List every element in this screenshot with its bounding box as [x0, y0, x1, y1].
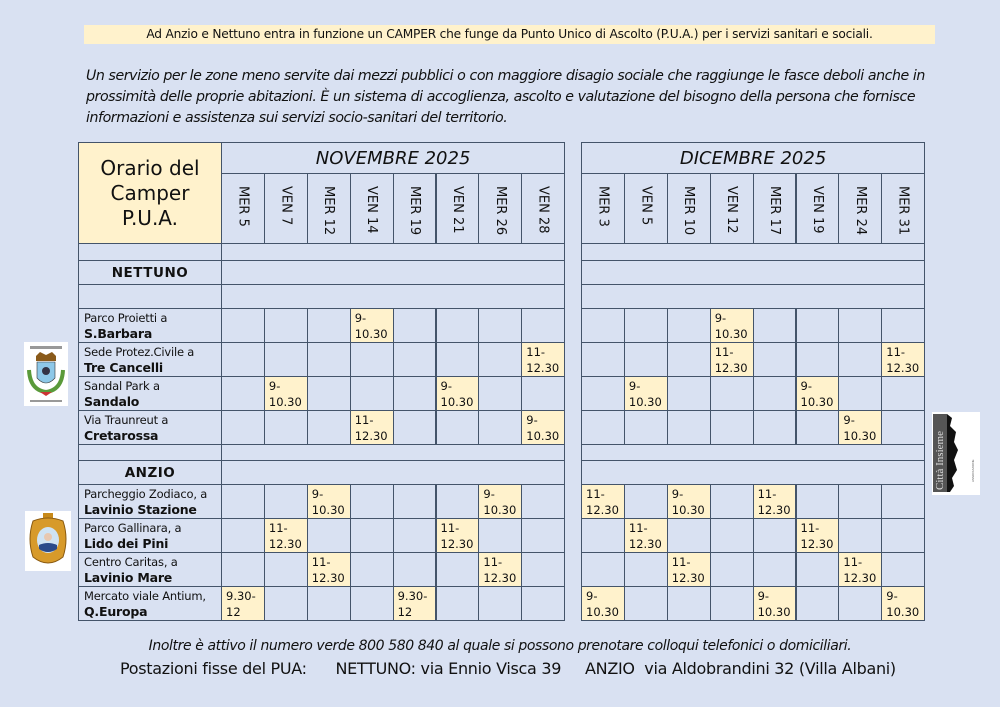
empty-slot — [838, 484, 882, 519]
empty-slot — [667, 342, 711, 377]
empty-slot — [478, 308, 522, 343]
empty-slot — [796, 308, 840, 343]
day-label: MER 24 — [852, 186, 868, 236]
day-label: MER 10 — [681, 186, 697, 236]
day-label: MER 12 — [321, 186, 337, 236]
day-header — [436, 173, 480, 244]
day-label: VEN 12 — [724, 186, 740, 234]
time-slot: 11- 12.30 — [710, 342, 754, 377]
time-slot: 11- 12.30 — [624, 518, 668, 553]
fixed-locations — [120, 659, 896, 678]
nettuno-address: NETTUNO: via Ennio Visca 39 — [335, 659, 562, 678]
day-label: VEN 14 — [364, 186, 380, 234]
empty-slot — [624, 410, 668, 445]
empty-slot — [581, 410, 625, 445]
time-slot: 9- 10.30 — [436, 376, 480, 411]
empty-slot — [264, 552, 308, 587]
empty-slot — [667, 410, 711, 445]
empty-slot — [667, 518, 711, 553]
day-label: VEN 19 — [809, 186, 825, 234]
empty-slot — [307, 376, 351, 411]
empty-slot — [264, 484, 308, 519]
day-header — [753, 173, 797, 244]
spacer-row — [78, 243, 222, 261]
empty-slot — [581, 552, 625, 587]
day-header — [521, 173, 565, 244]
empty-slot — [753, 342, 797, 377]
empty-slot — [838, 586, 882, 621]
empty-slot — [478, 376, 522, 411]
citta-insieme-text: Città Insieme — [934, 431, 946, 490]
empty-slot — [521, 376, 565, 411]
time-slot: 11- 12.30 — [350, 410, 394, 445]
empty-slot — [521, 586, 565, 621]
time-slot: 9.30- 12 — [393, 586, 437, 621]
empty-slot — [307, 308, 351, 343]
empty-slot — [838, 518, 882, 553]
time-slot: 11- 12.30 — [264, 518, 308, 553]
anzio-crest-icon — [25, 511, 71, 571]
empty-slot — [393, 376, 437, 411]
empty-slot — [264, 308, 308, 343]
empty-slot — [624, 552, 668, 587]
empty-slot — [436, 586, 480, 621]
empty-slot — [307, 518, 351, 553]
day-header — [393, 173, 437, 244]
day-label: VEN 21 — [449, 186, 465, 234]
location-area: Sandalo — [84, 394, 140, 409]
location-place: Mercato viale Antium, — [84, 589, 206, 603]
location-cell — [78, 376, 222, 411]
citta-insieme-logo-icon — [932, 412, 980, 495]
day-header — [307, 173, 351, 244]
location-place: Sede Protez.Civile a — [84, 345, 195, 359]
spacer-row — [581, 284, 925, 309]
empty-slot — [221, 376, 265, 411]
empty-slot — [221, 518, 265, 553]
empty-slot — [393, 518, 437, 553]
empty-slot — [581, 308, 625, 343]
time-slot: 9- 10.30 — [521, 410, 565, 445]
empty-slot — [753, 376, 797, 411]
time-slot: 9- 10.30 — [838, 410, 882, 445]
empty-slot — [478, 410, 522, 445]
location-area: S.Barbara — [84, 326, 153, 341]
schedule-title-line: Orario del — [100, 155, 200, 180]
spacer-row — [78, 284, 222, 309]
location-cell — [78, 484, 222, 519]
section-header-fill — [581, 260, 925, 285]
location-place: Parco Proietti a — [84, 311, 168, 325]
spacer-row — [221, 444, 565, 461]
empty-slot — [393, 410, 437, 445]
spacer-row — [581, 243, 925, 261]
empty-slot — [710, 518, 754, 553]
empty-slot — [478, 342, 522, 377]
location-area: Lavinio Mare — [84, 570, 173, 585]
empty-slot — [796, 552, 840, 587]
time-slot: 11- 12.30 — [307, 552, 351, 587]
empty-slot — [307, 586, 351, 621]
day-header — [350, 173, 394, 244]
empty-slot — [393, 308, 437, 343]
location-cell — [78, 410, 222, 445]
time-slot: 11- 12.30 — [881, 342, 925, 377]
section-header-fill — [581, 460, 925, 485]
day-label: VEN 7 — [278, 186, 294, 226]
fixed-locations-label: Postazioni fisse del PUA: — [120, 659, 307, 678]
empty-slot — [393, 484, 437, 519]
day-header — [264, 173, 308, 244]
day-header — [478, 173, 522, 244]
toll-free-note: Inoltre è attivo il numero verde 800 580 840 al quale si possono prenotare colloqui telefonici o domiciliari. — [148, 638, 852, 654]
time-slot: 9- 10.30 — [581, 586, 625, 621]
section-header-anzio: ANZIO — [78, 460, 222, 485]
day-header — [838, 173, 882, 244]
location-cell — [78, 342, 222, 377]
empty-slot — [710, 552, 754, 587]
empty-slot — [881, 552, 925, 587]
empty-slot — [307, 410, 351, 445]
empty-slot — [221, 342, 265, 377]
time-slot: 11- 12.30 — [753, 484, 797, 519]
day-label: VEN 5 — [638, 186, 654, 226]
day-header — [881, 173, 925, 244]
empty-slot — [521, 308, 565, 343]
empty-slot — [581, 342, 625, 377]
empty-slot — [881, 484, 925, 519]
time-slot: 9- 10.30 — [710, 308, 754, 343]
month-header: DICEMBRE 2025 — [581, 142, 925, 174]
empty-slot — [624, 342, 668, 377]
location-place: Parcheggio Zodiaco, a — [84, 487, 208, 501]
schedule-title — [78, 142, 222, 244]
empty-slot — [264, 586, 308, 621]
time-slot: 9- 10.30 — [307, 484, 351, 519]
time-slot: 11- 12.30 — [838, 552, 882, 587]
empty-slot — [221, 410, 265, 445]
empty-slot — [221, 308, 265, 343]
time-slot: 11- 12.30 — [796, 518, 840, 553]
location-place: Via Traunreut a — [84, 413, 169, 427]
location-place: Sandal Park a — [84, 379, 160, 393]
empty-slot — [624, 308, 668, 343]
empty-slot — [350, 376, 394, 411]
empty-slot — [581, 518, 625, 553]
empty-slot — [753, 518, 797, 553]
empty-slot — [753, 410, 797, 445]
time-slot: 9- 10.30 — [796, 376, 840, 411]
time-slot: 9.30- 12 — [221, 586, 265, 621]
empty-slot — [478, 518, 522, 553]
empty-slot — [838, 308, 882, 343]
empty-slot — [478, 586, 522, 621]
empty-slot — [710, 376, 754, 411]
location-area: Lavinio Stazione — [84, 502, 197, 517]
day-header — [667, 173, 711, 244]
day-label: MER 5 — [235, 186, 251, 227]
time-slot: 9- 10.30 — [624, 376, 668, 411]
spacer-row — [221, 243, 565, 261]
day-label: MER 31 — [895, 186, 911, 236]
empty-slot — [667, 376, 711, 411]
time-slot: 9- 10.30 — [753, 586, 797, 621]
day-label: MER 26 — [492, 186, 508, 236]
spacer-row — [581, 444, 925, 461]
empty-slot — [581, 376, 625, 411]
month-header: NOVEMBRE 2025 — [221, 142, 565, 174]
section-header-fill — [221, 260, 565, 285]
empty-slot — [667, 308, 711, 343]
empty-slot — [393, 552, 437, 587]
empty-slot — [350, 586, 394, 621]
empty-slot — [881, 410, 925, 445]
schedule-title-line: P.U.A. — [122, 205, 178, 230]
empty-slot — [436, 552, 480, 587]
empty-slot — [350, 518, 394, 553]
location-cell — [78, 518, 222, 553]
empty-slot — [881, 376, 925, 411]
location-cell — [78, 308, 222, 343]
empty-slot — [436, 342, 480, 377]
empty-slot — [393, 342, 437, 377]
empty-slot — [521, 552, 565, 587]
empty-slot — [264, 342, 308, 377]
empty-slot — [436, 308, 480, 343]
empty-slot — [624, 484, 668, 519]
empty-slot — [796, 410, 840, 445]
time-slot: 9- 10.30 — [350, 308, 394, 343]
empty-slot — [881, 518, 925, 553]
location-area: Lido dei Pini — [84, 536, 169, 551]
empty-slot — [436, 410, 480, 445]
day-label: MER 17 — [767, 186, 783, 236]
empty-slot — [796, 484, 840, 519]
day-header — [624, 173, 668, 244]
empty-slot — [838, 342, 882, 377]
day-label: VEN 28 — [535, 186, 551, 234]
schedule-title-line: Camper — [110, 180, 190, 205]
empty-slot — [521, 484, 565, 519]
empty-slot — [753, 308, 797, 343]
spacer-row — [78, 444, 222, 461]
day-header — [221, 173, 265, 244]
empty-slot — [521, 518, 565, 553]
spacer-row — [221, 284, 565, 309]
empty-slot — [221, 552, 265, 587]
location-area: Cretarossa — [84, 428, 159, 443]
empty-slot — [796, 586, 840, 621]
empty-slot — [710, 410, 754, 445]
day-header — [710, 173, 754, 244]
intro-paragraph: Un servizio per le zone meno servite dai mezzi pubblici o con maggiore disagio sociale che raggiunge le fasce deboli anche in prossimità delle proprie abitazioni. È un sistema di accoglienza, ascolto e valutazione del bisogno della persona che fornisce informazioni e assistenza sui servizi socio-sanitari del territorio. — [86, 68, 925, 126]
empty-slot — [436, 484, 480, 519]
location-area: Q.Europa — [84, 604, 148, 619]
empty-slot — [350, 342, 394, 377]
location-place: Parco Gallinara, a — [84, 521, 182, 535]
empty-slot — [624, 586, 668, 621]
location-cell — [78, 552, 222, 587]
section-header-fill — [221, 460, 565, 485]
time-slot: 11- 12.30 — [667, 552, 711, 587]
time-slot: 9- 10.30 — [478, 484, 522, 519]
location-cell — [78, 586, 222, 621]
time-slot: 11- 12.30 — [581, 484, 625, 519]
svg-text:ASSOCIAZIONE: ASSOCIAZIONE — [971, 459, 975, 482]
day-label: MER 19 — [407, 186, 423, 236]
time-slot: 9- 10.30 — [264, 376, 308, 411]
location-area: Tre Cancelli — [84, 360, 163, 375]
empty-slot — [753, 552, 797, 587]
empty-slot — [221, 484, 265, 519]
headline-banner: Ad Anzio e Nettuno entra in funzione un CAMPER che funge da Punto Unico di Ascolto (P.U.A.) per i servizi sanitari e sociali. — [84, 25, 935, 44]
time-slot: 11- 12.30 — [521, 342, 565, 377]
empty-slot — [838, 376, 882, 411]
nettuno-crest-icon — [24, 342, 68, 406]
empty-slot — [881, 308, 925, 343]
time-slot: 9- 10.30 — [881, 586, 925, 621]
empty-slot — [796, 342, 840, 377]
location-place: Centro Caritas, a — [84, 555, 178, 569]
time-slot: 11- 12.30 — [436, 518, 480, 553]
time-slot: 11- 12.30 — [478, 552, 522, 587]
empty-slot — [710, 484, 754, 519]
anzio-address: ANZIO via Aldobrandini 32 (Villa Albani) — [585, 659, 896, 678]
day-header — [581, 173, 625, 244]
empty-slot — [667, 586, 711, 621]
empty-slot — [710, 586, 754, 621]
section-header-nettuno: NETTUNO — [78, 260, 222, 285]
day-header — [796, 173, 840, 244]
empty-slot — [307, 342, 351, 377]
empty-slot — [264, 410, 308, 445]
time-slot: 9- 10.30 — [667, 484, 711, 519]
empty-slot — [350, 552, 394, 587]
empty-slot — [350, 484, 394, 519]
day-label: MER 3 — [595, 186, 611, 227]
